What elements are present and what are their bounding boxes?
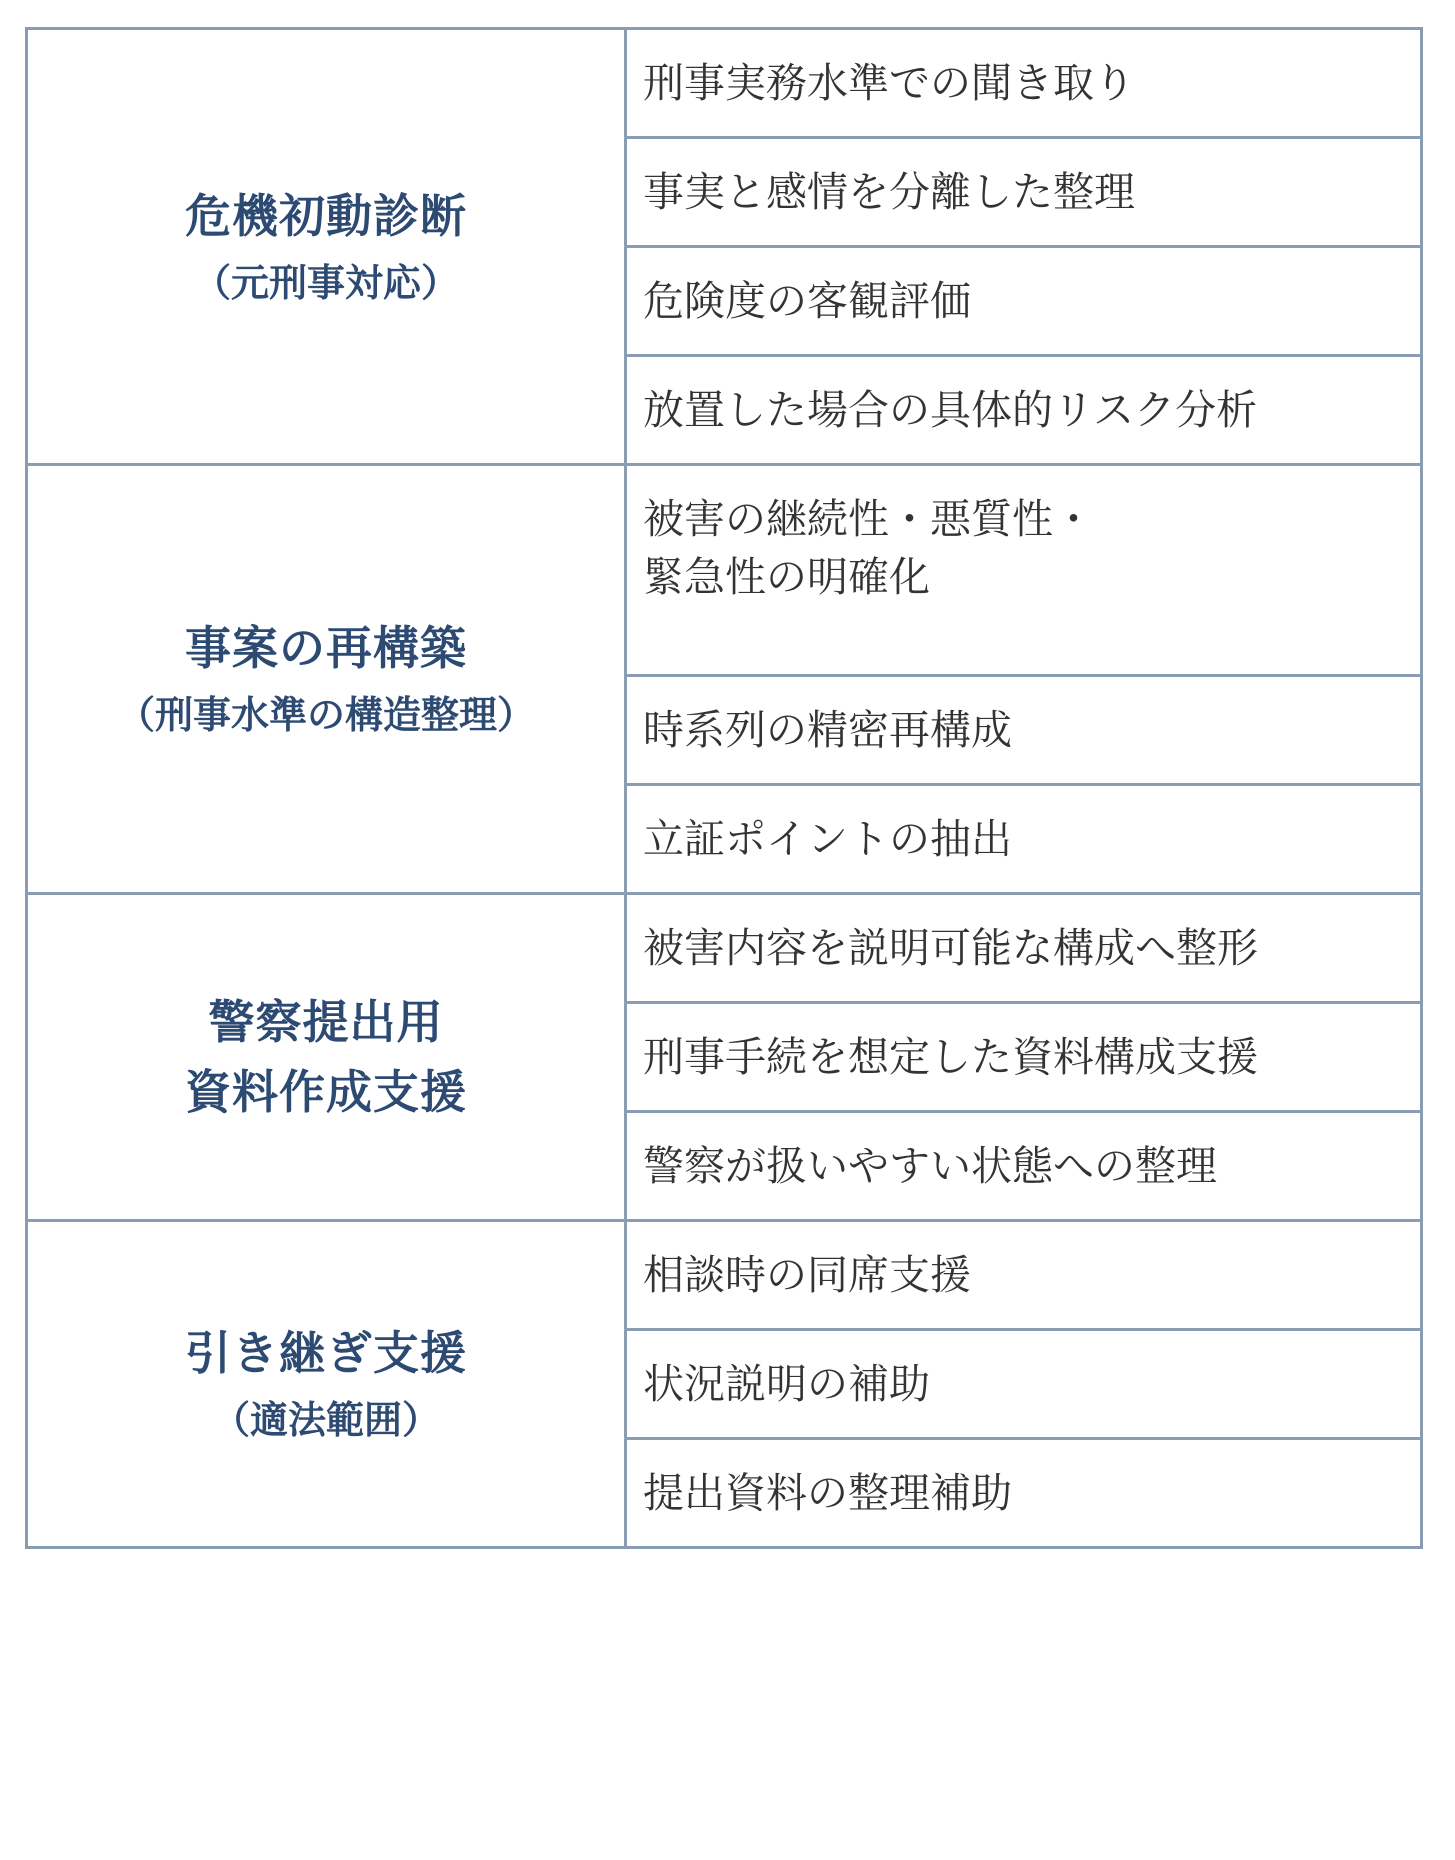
item-cell [626,465,1422,676]
item-text: 被害内容を説明可能な構成へ整形 [643,924,1258,972]
category-cell-police-document-support [27,894,626,1221]
item-text: 時系列の精密再構成 [643,706,1012,754]
item-text: 提出資料の整理補助 [643,1469,1012,1517]
item-text: 状況説明の補助 [643,1360,930,1408]
item-cell [626,138,1422,247]
item-cell [626,894,1422,1003]
item-cell [626,356,1422,465]
item-text: 立証ポイントの抽出 [643,815,1012,863]
category-title: 事案の再構築 [185,621,467,675]
service-table [25,27,1423,1549]
category-subtitle: （適法範囲） [211,1397,440,1442]
category-cell-handover-support [27,1221,626,1548]
item-text: 刑事手続を想定した資料構成支援 [643,1033,1258,1081]
category-title: 引き継ぎ支援 [185,1326,467,1380]
item-text: 被害の継続性・悪質性・ 緊急性の明確化 [643,495,1094,601]
item-text: 事実と感情を分離した整理 [643,168,1135,216]
item-cell [626,1003,1422,1112]
category-subtitle: （元刑事対応） [192,259,459,305]
category-subtitle: （刑事水準の構造整理） [116,692,535,737]
item-cell [626,676,1422,785]
item-cell [626,29,1422,138]
item-cell [626,785,1422,894]
table-row [27,894,1422,1003]
item-text: 危険度の客観評価 [643,277,971,325]
item-text: 放置した場合の具体的リスク分析 [643,386,1258,434]
item-cell [626,1221,1422,1330]
table-row [27,1221,1422,1330]
category-title: 危機初動診断 [185,188,467,243]
item-cell [626,1330,1422,1439]
item-text: 警察が扱いやすい状態への整理 [643,1142,1217,1190]
item-text: 刑事実務水準での聞き取り [643,59,1135,107]
category-cell-initial-diagnosis [27,29,626,465]
item-cell [626,1439,1422,1548]
category-cell-case-reconstruction [27,465,626,894]
table-row [27,29,1422,138]
category-title: 警察提出用 資料作成支援 [185,995,467,1119]
item-cell [626,1112,1422,1221]
table-row [27,465,1422,676]
item-text: 相談時の同席支援 [643,1251,971,1299]
item-cell [626,247,1422,356]
